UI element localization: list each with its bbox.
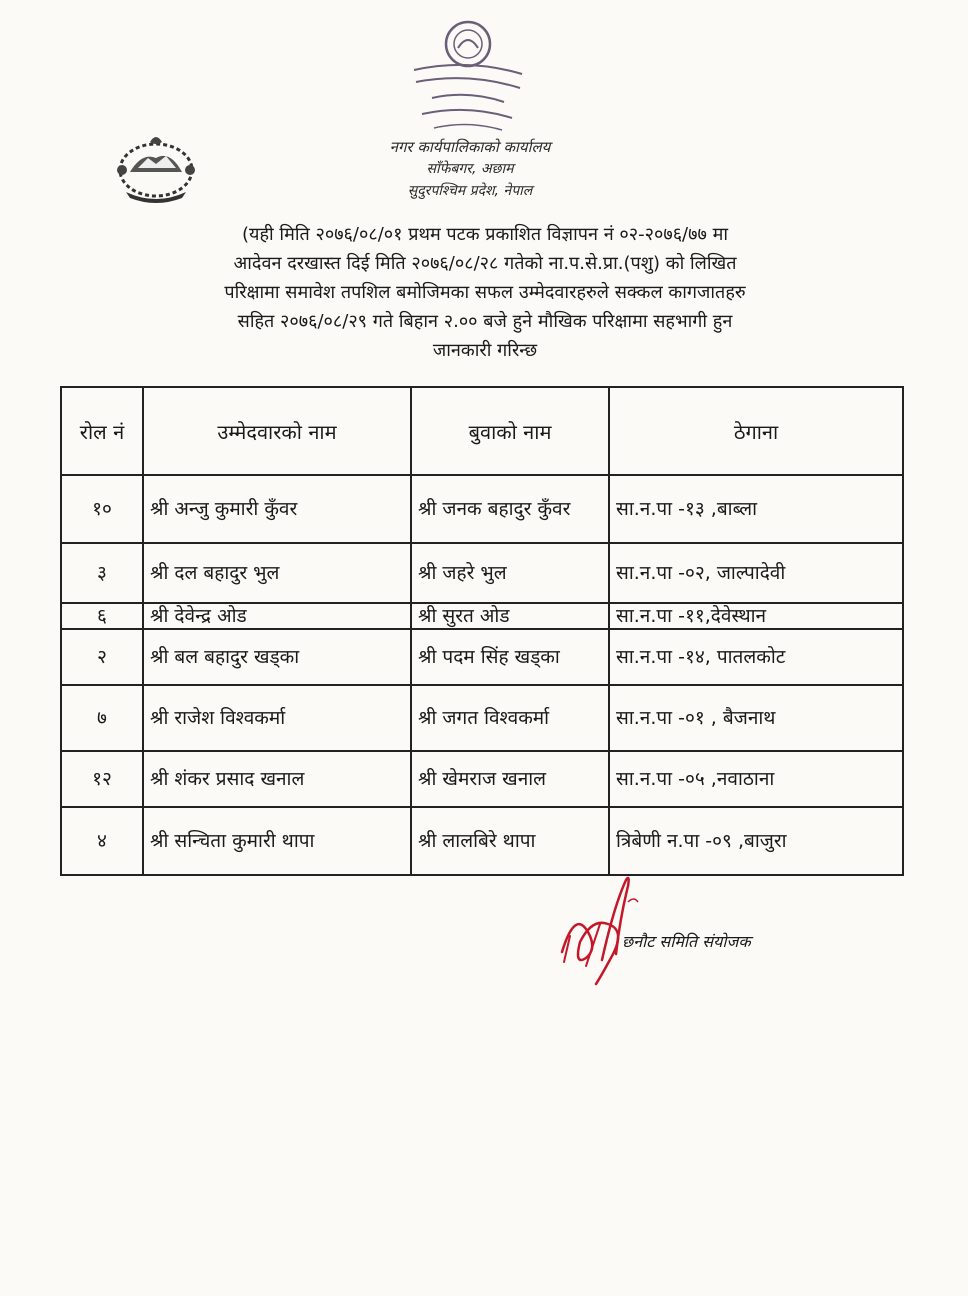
candidate-name-cell: श्री दल बहादुर भुल <box>143 543 411 603</box>
office-name: नगर कार्यपालिकाको कार्यालय <box>389 138 551 156</box>
roll-number-cell: १० <box>61 475 143 543</box>
father-name-cell: श्री पदम सिंह खड्का <box>411 629 609 685</box>
coordinator-title: छनौट समिति संयोजक <box>622 932 751 951</box>
header-address: ठेगाना <box>609 387 903 475</box>
father-name-cell: श्री खेमराज खनाल <box>411 751 609 807</box>
notice-paragraph <box>70 220 900 365</box>
header-father-name: बुवाको नाम <box>411 387 609 475</box>
father-name-cell: श्री लालबिरे थापा <box>411 807 609 875</box>
office-heading <box>330 136 610 202</box>
office-location: साँफेबगर, अछाम <box>426 161 514 177</box>
table-row <box>61 603 903 629</box>
address-cell: सा.न.पा -१३ ,बाब्ला <box>609 475 903 543</box>
address-cell: सा.न.पा -१४, पातलकोट <box>609 629 903 685</box>
header-candidate-name: उम्मेदवारको नाम <box>143 387 411 475</box>
candidate-name-cell: श्री अन्जु कुमारी कुँवर <box>143 475 411 543</box>
notice-line: सहित २०७६/०८/२९ गते बिहान २.०० बजे हुने मौखिक परिक्षामा सहभागी हुन <box>237 311 733 332</box>
notice-line: (यही मिति २०७६/०८/०१ प्रथम पटक प्रकाशित विज्ञापन नं ०२-२०७६/७७ मा <box>242 224 728 245</box>
roll-number-cell: २ <box>61 629 143 685</box>
results-table <box>60 386 904 876</box>
address-cell: त्रिबेणी न.पा -०९ ,बाजुरा <box>609 807 903 875</box>
roll-number-cell: ३ <box>61 543 143 603</box>
roll-number-cell: ४ <box>61 807 143 875</box>
candidate-name-cell: श्री सन्चिता कुमारी थापा <box>143 807 411 875</box>
father-name-cell: श्री जहरे भुल <box>411 543 609 603</box>
roll-number-cell: ६ <box>61 603 143 629</box>
notice-line: आदेवन दरखास्त दिई मिति २०७६/०८/२८ गतेको ना.प.से.प्रा.(पशु) को लिखित <box>233 253 737 274</box>
roll-number-cell: ७ <box>61 685 143 751</box>
address-cell: सा.न.पा -०१ , बैजनाथ <box>609 685 903 751</box>
roll-number-cell: १२ <box>61 751 143 807</box>
father-name-cell: श्री जनक बहादुर कुँवर <box>411 475 609 543</box>
father-name-cell: श्री जगत विश्वकर्मा <box>411 685 609 751</box>
table-row <box>61 685 903 751</box>
candidate-name-cell: श्री राजेश विश्वकर्मा <box>143 685 411 751</box>
address-cell: सा.न.पा -११,देवेस्थान <box>609 603 903 629</box>
address-cell: सा.न.पा -०२, जाल्पादेवी <box>609 543 903 603</box>
candidate-name-cell: श्री बल बहादुर खड्का <box>143 629 411 685</box>
father-name-cell: श्री सुरत ओड <box>411 603 609 629</box>
nepal-government-emblem-icon <box>108 128 204 206</box>
handwritten-signature-icon <box>556 866 646 988</box>
office-province: सुदुरपश्चिम प्रदेश, नेपाल <box>407 183 533 199</box>
table-header-row <box>61 387 903 475</box>
candidate-name-cell: श्री देवेन्द्र ओड <box>143 603 411 629</box>
address-cell: सा.न.पा -०५ ,नवाठाना <box>609 751 903 807</box>
table-row <box>61 807 903 875</box>
table-row <box>61 475 903 543</box>
candidate-name-cell: श्री शंकर प्रसाद खनाल <box>143 751 411 807</box>
notice-line: परिक्षामा समावेश तपशिल बमोजिमका सफल उम्मेदवारहरुले सक्कल कागजातहरु <box>224 282 746 303</box>
municipality-seal-stamp-icon <box>398 18 538 138</box>
header-roll-number: रोल नं <box>61 387 143 475</box>
table-row <box>61 629 903 685</box>
notice-line: जानकारी गरिन्छ <box>432 340 538 361</box>
table-row <box>61 751 903 807</box>
table-row <box>61 543 903 603</box>
